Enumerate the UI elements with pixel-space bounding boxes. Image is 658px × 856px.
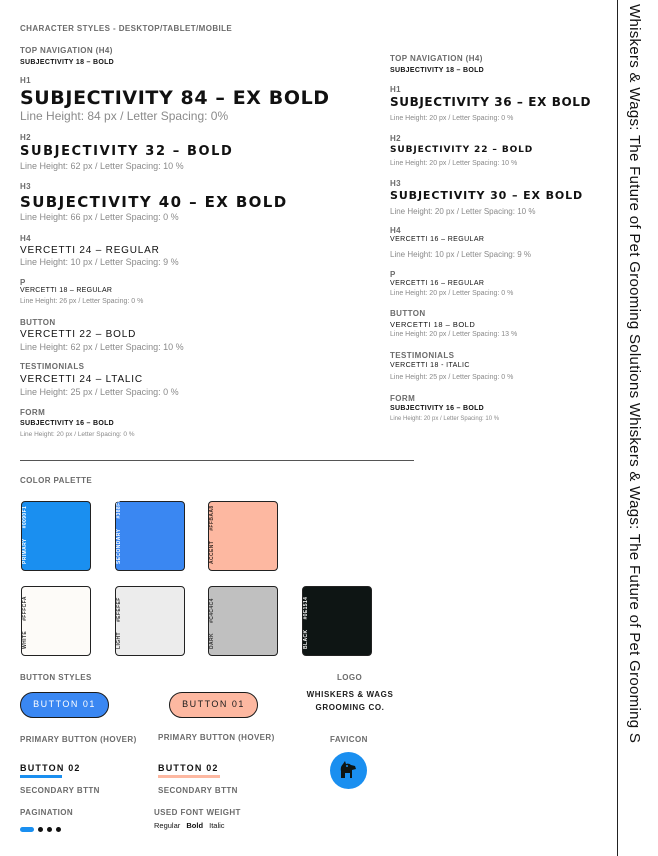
mobile-h4-label: H4 xyxy=(390,226,402,235)
primary-button-hover-label-2: PRIMARY BUTTON (HOVER) xyxy=(158,733,275,742)
desktop-h4-meta: Line Height: 10 px / Letter Spacing: 9 % xyxy=(20,257,179,267)
mobile-form-meta: Line Height: 20 px / Letter Spacing: 10 % xyxy=(390,416,500,422)
button-02-primary[interactable] xyxy=(20,763,81,778)
mobile-button-sample: VERCETTI 18 – BOLD xyxy=(390,320,476,329)
section-title-used-font-weight: USED FONT WEIGHT xyxy=(154,808,241,817)
swatch-primary xyxy=(21,501,91,571)
swatch-dark-hex: #C4C4C4 xyxy=(209,598,215,623)
desktop-h1-sample: SUBJECTIVITY 84 – EX BOLD xyxy=(20,87,330,109)
desktop-h4-sample: VERCETTI 24 – REGULAR xyxy=(20,245,160,256)
mobile-h2-sample: SUBJECTIVITY 22 – BOLD xyxy=(390,145,534,155)
mobile-testimonials-label: TESTIMONIALS xyxy=(390,351,455,360)
section-title-color-palette: COLOR PALETTE xyxy=(20,476,93,485)
swatch-black-hex: #0E1514 xyxy=(303,596,309,620)
swatch-accent xyxy=(208,501,278,571)
desktop-h1-label: H1 xyxy=(20,76,32,85)
swatch-black xyxy=(302,586,372,656)
mobile-form-label: FORM xyxy=(390,394,416,403)
mobile-topnav-spec: SUBJECTIVITY 18 – BOLD xyxy=(390,67,484,74)
font-weight-regular: Regular xyxy=(154,821,181,830)
button-02-accent[interactable] xyxy=(158,763,222,778)
swatch-primary-hex: #0090F1 xyxy=(22,505,28,529)
mobile-testimonials-sample: VERCETTI 18 - ITALIC xyxy=(390,362,470,369)
secondary-button-label-1: SECONDARY BTTN xyxy=(20,786,100,795)
desktop-topnav-spec: SUBJECTIVITY 18 – BOLD xyxy=(20,59,114,66)
desktop-h2-label: H2 xyxy=(20,133,32,142)
mobile-h1-meta: Line Height: 20 px / Letter Spacing: 0 % xyxy=(390,115,514,122)
desktop-testimonials-meta: Line Height: 25 px / Letter Spacing: 0 % xyxy=(20,387,179,397)
desktop-button-meta: Line Height: 62 px / Letter Spacing: 10 % xyxy=(20,342,184,352)
font-weight-italic: Italic xyxy=(209,821,225,830)
desktop-topnav-label: TOP NAVIGATION (H4) xyxy=(20,46,113,55)
swatch-white xyxy=(21,586,91,656)
swatch-primary-name: PRIMARY xyxy=(22,538,28,564)
desktop-h2-meta: Line Height: 62 px / Letter Spacing: 10 % xyxy=(20,161,184,171)
mobile-form-sample: SUBJECTIVITY 16 – BOLD xyxy=(390,405,484,412)
button-02-primary-label: BUTTON 02 xyxy=(20,763,81,773)
mobile-h2-label: H2 xyxy=(390,134,402,143)
button-02-accent-label: BUTTON 02 xyxy=(158,763,219,773)
swatch-light-name: LIGHT xyxy=(116,632,122,649)
swatch-dark xyxy=(208,586,278,656)
desktop-h3-sample: SUBJECTIVITY 40 – EX BOLD xyxy=(20,193,288,211)
font-weight-bold: Bold xyxy=(186,821,204,830)
swatch-accent-name: ACCENT xyxy=(209,540,215,564)
desktop-button-sample: VERCETTI 22 – BOLD xyxy=(20,329,137,340)
primary-button-hover-label-1: PRIMARY BUTTON (HOVER) xyxy=(20,735,137,744)
section-title-character-styles: CHARACTER STYLES - DESKTOP/TABLET/MOBILE xyxy=(20,24,233,33)
pagination-dot-2[interactable] xyxy=(38,827,43,832)
desktop-testimonials-label: TESTIMONIALS xyxy=(20,362,85,371)
mobile-button-meta: Line Height: 20 px / Letter Spacing: 13 % xyxy=(390,331,518,338)
vertical-page-title: Whiskers & Wags: The Future of Pet Grooming Solutions Whiskers & Wags: The Future of Pet Grooming S xyxy=(626,4,643,744)
desktop-button-label: BUTTON xyxy=(20,318,56,327)
mobile-button-label: BUTTON xyxy=(390,309,426,318)
secondary-button-label-2: SECONDARY BTTN xyxy=(158,786,238,795)
desktop-h2-sample: SUBJECTIVITY 32 – BOLD xyxy=(20,144,234,159)
swatch-dark-name: DARK xyxy=(209,632,215,649)
favicon-dog-icon xyxy=(330,752,367,789)
mobile-h4-meta: Line Height: 10 px / Letter Spacing: 9 % xyxy=(390,250,531,259)
swatch-white-name: WHITE xyxy=(22,630,28,649)
mobile-testimonials-meta: Line Height: 25 px / Letter Spacing: 0 % xyxy=(390,374,514,381)
logo-line-2: GROOMING CO. xyxy=(315,703,385,712)
section-divider xyxy=(20,460,414,461)
button-01-primary[interactable]: BUTTON 01 xyxy=(20,692,109,718)
swatch-secondary-name: SECONDARY xyxy=(116,528,122,564)
mobile-h3-label: H3 xyxy=(390,179,402,188)
mobile-p-label: P xyxy=(390,270,396,279)
logo-line-1: WHISKERS & WAGS xyxy=(306,690,394,699)
swatch-light-hex: #EFEFEF xyxy=(116,597,122,622)
swatch-secondary xyxy=(115,495,185,571)
button-02-primary-underline xyxy=(20,775,62,778)
pagination-active-dot[interactable] xyxy=(20,827,34,832)
desktop-h3-label: H3 xyxy=(20,182,32,191)
desktop-form-sample: SUBJECTIVITY 16 – BOLD xyxy=(20,420,114,427)
desktop-p-label: P xyxy=(20,278,26,287)
mobile-h1-sample: SUBJECTIVITY 36 – EX BOLD xyxy=(390,95,592,109)
pagination-dot-4[interactable] xyxy=(56,827,61,832)
desktop-h1-meta: Line Height: 84 px / Letter Spacing: 0% xyxy=(20,109,229,123)
desktop-testimonials-sample: VERCETTI 24 – LTALIC xyxy=(20,374,143,385)
font-weights-sample xyxy=(154,821,225,830)
pagination-dot-3[interactable] xyxy=(47,827,52,832)
mobile-h3-sample: SUBJECTIVITY 30 – EX BOLD xyxy=(390,189,584,202)
swatch-secondary-hex: #388FFF xyxy=(116,495,122,519)
swatch-white-hex: #FFFCFA xyxy=(22,596,28,621)
button-02-accent-underline xyxy=(158,775,220,778)
mobile-p-sample: VERCETTI 16 – REGULAR xyxy=(390,280,485,287)
section-title-pagination: PAGINATION xyxy=(20,808,74,817)
mobile-h2-meta: Line Height: 20 px / Letter Spacing: 10 % xyxy=(390,160,518,167)
swatch-light xyxy=(115,586,185,656)
right-edge-divider xyxy=(617,0,618,856)
mobile-h1-label: H1 xyxy=(390,85,402,94)
mobile-h3-meta: Line Height: 20 px / Letter Spacing: 10 % xyxy=(390,207,536,216)
section-title-button-styles: BUTTON STYLES xyxy=(20,673,92,682)
mobile-p-meta: Line Height: 20 px / Letter Spacing: 0 % xyxy=(390,290,514,297)
section-title-favicon: FAVICON xyxy=(330,735,368,744)
section-title-logo: LOGO xyxy=(337,673,363,682)
swatch-black-name: BLACK xyxy=(303,629,309,649)
desktop-p-meta: Line Height: 26 px / Letter Spacing: 0 % xyxy=(20,298,144,305)
button-01-accent[interactable]: BUTTON 01 xyxy=(169,692,258,718)
desktop-h4-label: H4 xyxy=(20,234,32,243)
desktop-form-meta: Line Height: 20 px / Letter Spacing: 0 % xyxy=(20,431,135,438)
mobile-topnav-label: TOP NAVIGATION (H4) xyxy=(390,54,483,63)
desktop-h3-meta: Line Height: 66 px / Letter Spacing: 0 % xyxy=(20,212,179,222)
swatch-accent-hex: #FFBAA8 xyxy=(209,505,215,531)
logo-wordmark xyxy=(285,688,415,714)
desktop-p-sample: VERCETTI 18 – REGULAR xyxy=(20,287,113,294)
mobile-h4-sample: VERCETTI 16 – REGULAR xyxy=(390,236,485,243)
desktop-form-label: FORM xyxy=(20,408,46,417)
